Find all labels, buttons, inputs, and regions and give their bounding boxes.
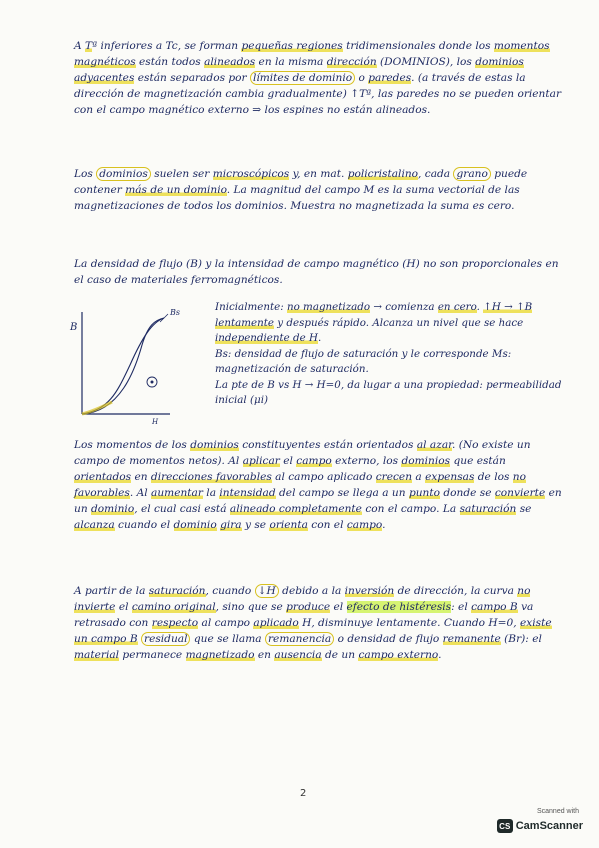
highlight: magnetizado bbox=[185, 649, 255, 661]
highlight: momentos magnéticos bbox=[74, 40, 550, 68]
highlight: independiente de H bbox=[215, 332, 318, 344]
highlight: no magnetizado bbox=[286, 301, 371, 313]
text: , el cual casi está bbox=[134, 503, 230, 515]
highlight: ausencia bbox=[274, 649, 322, 661]
highlight: saturación bbox=[148, 585, 206, 597]
highlight: campo externo bbox=[358, 649, 439, 661]
magnetization-curve-figure bbox=[60, 300, 210, 430]
h-axis-label: H bbox=[152, 418, 159, 426]
text: y se bbox=[241, 519, 270, 531]
highlight: direcciones favorables bbox=[150, 471, 272, 483]
upper-curve bbox=[82, 318, 164, 414]
circled-term: dominios bbox=[96, 167, 151, 181]
highlight: paredes bbox=[368, 72, 412, 84]
circled-term: remanencia bbox=[265, 632, 334, 646]
text: del campo se llega a un bbox=[275, 487, 409, 499]
text: en bbox=[254, 649, 275, 661]
highlight: campo B bbox=[471, 601, 518, 613]
highlight: intensidad bbox=[219, 487, 276, 499]
camscanner-watermark bbox=[501, 808, 583, 838]
highlight: aplicado bbox=[253, 617, 299, 629]
circled-term: ↓H bbox=[255, 584, 279, 598]
graph-explanation-line: Bs: densidad de flujo de saturación y le corresponde Ms: magnetización de saturación. bbox=[215, 347, 512, 375]
text: → comienza bbox=[370, 301, 438, 313]
highlight: dominio bbox=[173, 519, 217, 531]
text: , cada bbox=[418, 168, 454, 180]
camscanner-icon: CS bbox=[497, 819, 513, 833]
paragraph-b-h-relation: La densidad de flujo (B) y la intensidad de campo magnético (H) no son proporcionales en el caso de materiales ferromagnéticos. bbox=[74, 258, 559, 286]
highlight: dominios adyacentes bbox=[74, 56, 524, 84]
graph-explanation-line: La pte de B vs H → H=0, da lugar a una propiedad: permeabilidad inicial (μi) bbox=[215, 378, 562, 406]
text: la bbox=[202, 487, 220, 499]
text: . (a través de estas la dirección de magnetización cambia gradualmente) ↑Tª, las paredes no se pueden orientar con el campo magnético externo ⇒ los espines no están alineados. bbox=[74, 72, 562, 116]
highlight: alineado completamente bbox=[229, 503, 362, 515]
highlight: al azar bbox=[416, 439, 453, 451]
circled-term: límites de dominio bbox=[250, 71, 355, 85]
text: , sino que se bbox=[215, 601, 287, 613]
highlight: material bbox=[74, 649, 120, 661]
text: Los bbox=[74, 168, 97, 180]
highlight: saturación bbox=[459, 503, 517, 515]
text: A partir de la bbox=[74, 585, 149, 597]
text: que están bbox=[450, 455, 506, 467]
marker-highlight: efecto de histéresis bbox=[346, 601, 452, 613]
text: constituyentes están orientados bbox=[238, 439, 417, 451]
text: donde se bbox=[440, 487, 495, 499]
text: H, disminuye lentamente. Cuando H=0, bbox=[298, 617, 521, 629]
highlight: orientados bbox=[74, 471, 132, 483]
text: . bbox=[476, 301, 484, 313]
highlight: ↑H → ↑B lentamente bbox=[215, 301, 533, 329]
highlight: más de un dominio bbox=[125, 184, 227, 196]
highlight: dominio bbox=[91, 503, 135, 515]
highlight: dominios bbox=[190, 439, 239, 451]
highlight: dominios bbox=[401, 455, 451, 467]
highlight: pequeñas regiones bbox=[241, 40, 343, 52]
text: están todos bbox=[135, 56, 205, 68]
text: . bbox=[438, 649, 442, 661]
camscanner-brand: CamScanner bbox=[515, 820, 583, 832]
text: al campo aplicado bbox=[271, 471, 376, 483]
highlight: alcanza bbox=[74, 519, 115, 531]
highlight: crecen bbox=[375, 471, 413, 483]
text: . La magnitud del campo M es la suma vectorial de las magnetizaciones de todos los dominios. Muestra no magnetizada la suma es cero. bbox=[74, 184, 520, 212]
text: . bbox=[317, 332, 322, 344]
text: (DOMINIOS), los bbox=[376, 56, 476, 68]
text: ª inferiores a Tc, se forman bbox=[92, 40, 242, 52]
text: A bbox=[74, 40, 86, 52]
highlight: remanente bbox=[442, 633, 501, 645]
text: va retrasado con bbox=[74, 601, 534, 629]
text: Los momentos de los bbox=[74, 439, 191, 451]
page-number: 2 bbox=[300, 788, 307, 799]
text: al campo bbox=[198, 617, 254, 629]
b-axis-label: B bbox=[70, 322, 78, 333]
highlight: alineados bbox=[204, 56, 256, 68]
camscanner-logo bbox=[497, 819, 583, 833]
text: están separados por bbox=[134, 72, 250, 84]
text: permanece bbox=[119, 649, 186, 661]
highlight: orienta bbox=[269, 519, 308, 531]
circled-term: grano bbox=[453, 167, 490, 181]
text: cuando el bbox=[114, 519, 174, 531]
text: en la misma bbox=[255, 56, 327, 68]
text: T bbox=[85, 40, 93, 52]
highlight: camino original bbox=[131, 601, 216, 613]
text: que se llama bbox=[190, 633, 265, 645]
text: suelen ser bbox=[150, 168, 213, 180]
highlight: aplicar bbox=[242, 455, 280, 467]
text: el bbox=[330, 601, 347, 613]
text: : el bbox=[451, 601, 472, 613]
highlight: no invierte bbox=[74, 585, 531, 613]
initial-slope-highlight bbox=[82, 402, 112, 414]
text: de dirección, la curva bbox=[394, 585, 518, 597]
text: se bbox=[516, 503, 532, 515]
highlight: dirección bbox=[326, 56, 377, 68]
text: . (No existe un campo de momentos netos). Al bbox=[74, 439, 531, 467]
highlight: punto bbox=[408, 487, 440, 499]
text: o densidad de flujo bbox=[334, 633, 443, 645]
point-marker-dot bbox=[151, 381, 154, 384]
paragraph-domain-growth bbox=[74, 437, 564, 533]
text: puede contener bbox=[74, 168, 528, 196]
highlight: expensas bbox=[425, 471, 475, 483]
text: y, en mat. bbox=[289, 168, 348, 180]
circled-term: residual bbox=[141, 632, 190, 646]
highlight: convierte bbox=[494, 487, 546, 499]
text: o bbox=[355, 72, 369, 84]
highlight: microscópicos bbox=[212, 168, 290, 180]
text: . Al bbox=[129, 487, 152, 499]
lower-curve bbox=[82, 318, 164, 414]
text: Inicialmente: bbox=[215, 301, 287, 313]
highlight: campo bbox=[346, 519, 383, 531]
text: , cuando bbox=[205, 585, 255, 597]
highlight: produce bbox=[286, 601, 331, 613]
highlight: no favorables bbox=[74, 471, 526, 499]
paragraph-domains-size bbox=[74, 166, 564, 214]
bs-label: Bs bbox=[170, 308, 180, 317]
highlight: inversión bbox=[344, 585, 395, 597]
highlight: campo bbox=[296, 455, 332, 467]
graph-explanation bbox=[215, 300, 565, 409]
paragraph-domains-intro bbox=[74, 38, 564, 118]
highlight: respecto bbox=[151, 617, 199, 629]
highlight: gira bbox=[220, 519, 242, 531]
text: y después rápido. Alcanza un nivel que se hace bbox=[274, 316, 524, 329]
text: el bbox=[279, 455, 297, 467]
text: debido a la bbox=[278, 585, 345, 597]
text: . bbox=[382, 519, 386, 531]
text: con el campo. La bbox=[361, 503, 460, 515]
graph-explanation-line bbox=[215, 300, 565, 347]
text: tridimensionales donde los bbox=[342, 40, 494, 52]
highlight: aumentar bbox=[151, 487, 203, 499]
text: en un bbox=[74, 487, 562, 515]
text: de los bbox=[474, 471, 513, 483]
scanned-with-label: Scanned with bbox=[536, 808, 579, 815]
text: con el bbox=[307, 519, 347, 531]
text: de un bbox=[321, 649, 359, 661]
highlight: policristalino bbox=[347, 168, 419, 180]
highlight: existe un campo B bbox=[74, 617, 552, 645]
highlight: en cero bbox=[437, 301, 477, 313]
paragraph-hysteresis bbox=[74, 583, 564, 663]
text: a bbox=[412, 471, 426, 483]
text: externo, los bbox=[331, 455, 402, 467]
text: el bbox=[115, 601, 132, 613]
text: en bbox=[131, 471, 151, 483]
text: (Br): el bbox=[500, 633, 542, 645]
